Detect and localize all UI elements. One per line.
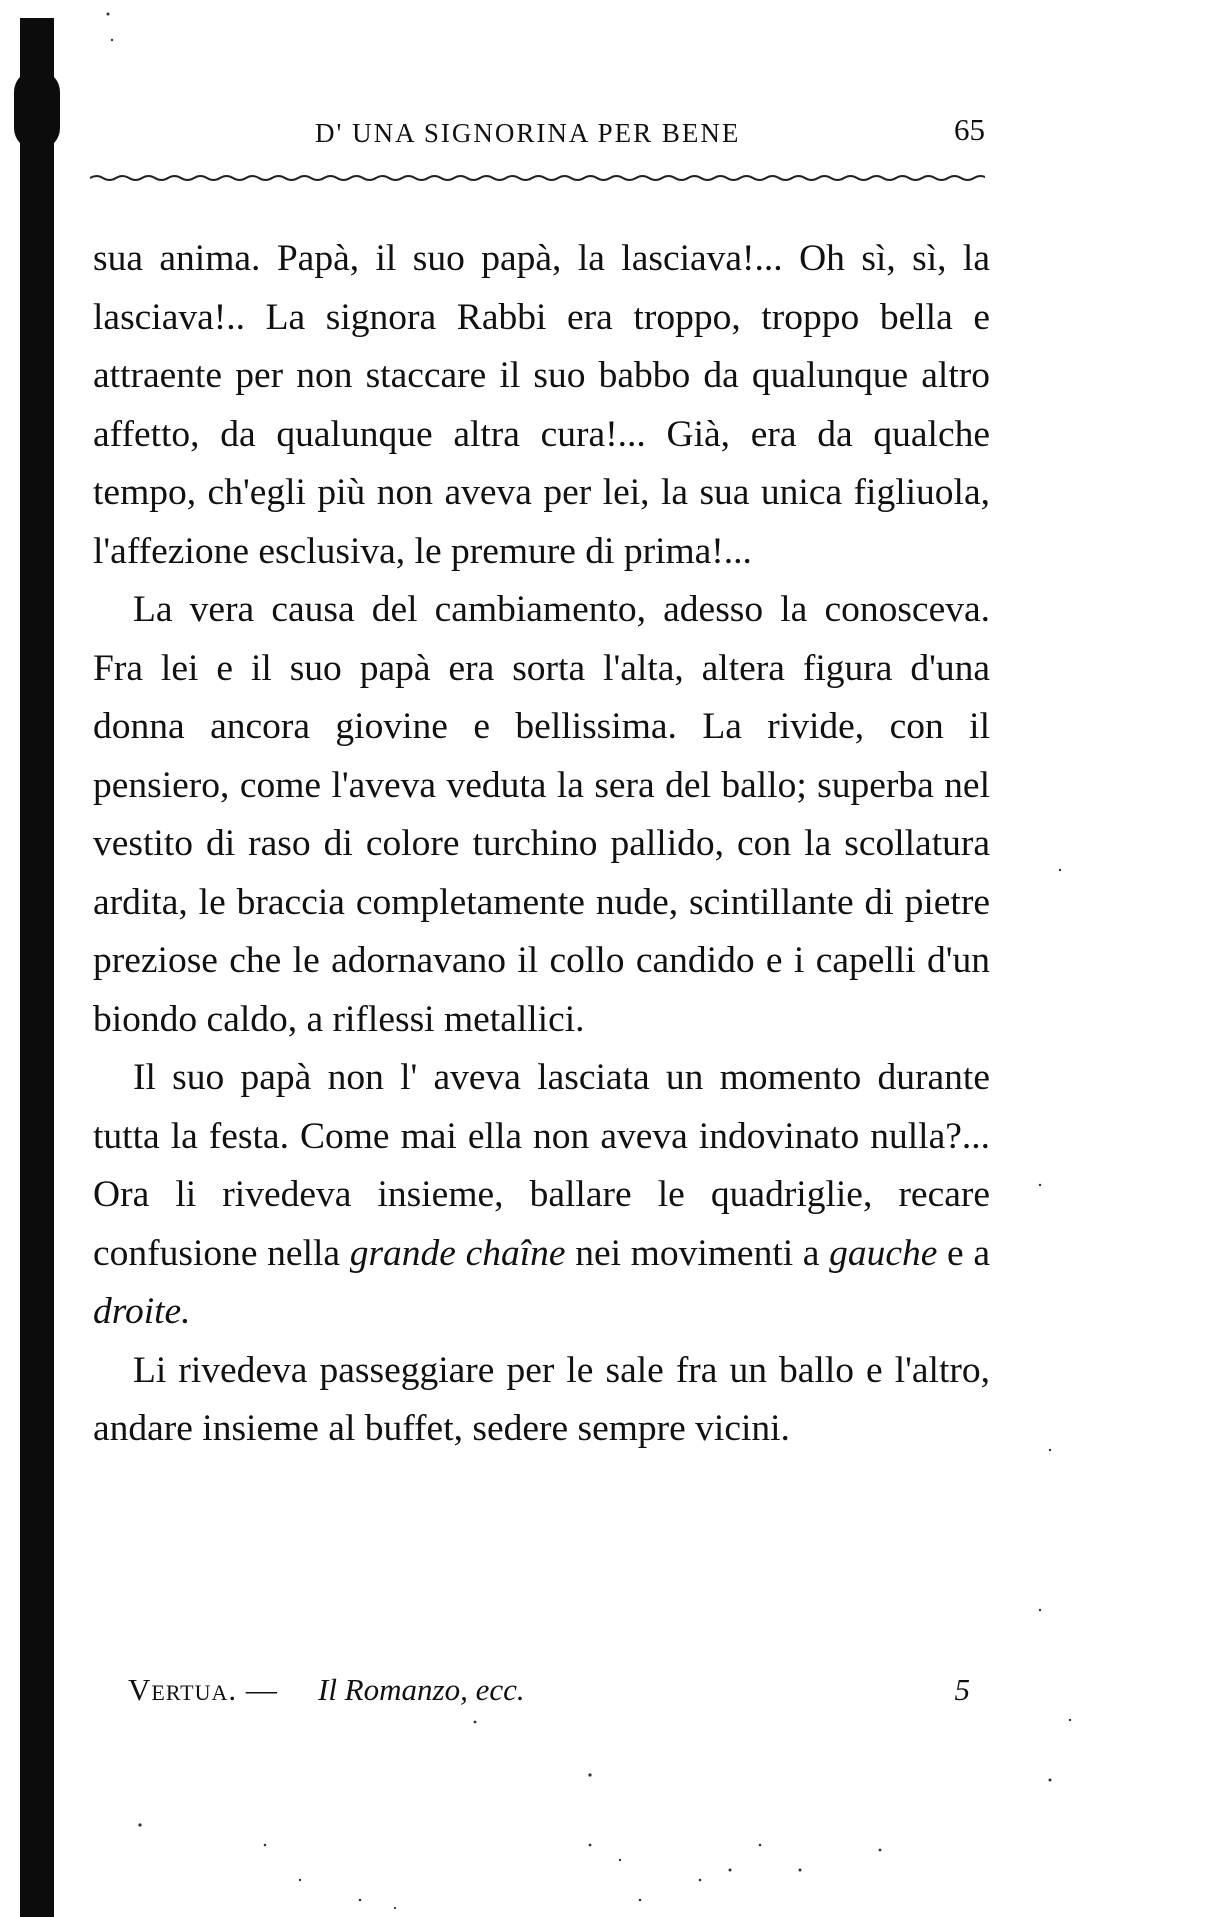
text-run: Li rivedeva passeggiare per le sale fra un ballo e l'altro, andare insieme al buffet, sedere sempre vicini. xyxy=(93,1349,990,1449)
wavy-rule-ornament xyxy=(90,168,985,188)
body-text xyxy=(93,230,990,1459)
running-title: D' UNA SIGNORINA PER BENE xyxy=(315,118,741,148)
text-run: La vera causa del cambiamento, adesso la conosceva. Fra lei e il suo papà era sorta l'alta, altera figura d'una donna ancora giovine e bellissima. La rivide, con il pensiero, come l'aveva veduta la sera del ballo; superba nel vestito di raso di colore turchino pallido, con la scollatura ardita, le braccia completamente nude, scintillante di pietre preziose che le adornavano il collo candido e i capelli d'un biondo caldo, a riflessi metallici. xyxy=(93,589,990,1040)
binding-clasp xyxy=(14,70,60,150)
page-header xyxy=(95,112,985,156)
signature-author: Vertua. — xyxy=(128,1672,278,1707)
italic-text: gauche xyxy=(829,1232,938,1274)
page-number: 65 xyxy=(954,112,985,147)
text-run: Il suo papà non l' aveva lasciata un momento durante tutta la festa. Come mai ella non aveva indovinato nulla?... Ora li rivedeva insieme, ballare le quadriglie, recare confusione nella xyxy=(93,1057,990,1274)
page-footer xyxy=(128,1672,970,1716)
italic-text: droite. xyxy=(93,1291,191,1332)
paragraph xyxy=(93,1342,990,1459)
signature-number: 5 xyxy=(954,1672,970,1707)
book-binding-edge xyxy=(20,18,54,1917)
text-run: e a xyxy=(937,1232,990,1274)
text-run: sua anima. Papà, il suo papà, la lasciava!... Oh sì, sì, la lasciava!.. La signora Rabbi era troppo, troppo bella e attraente per non staccare il suo babbo da qualunque altro affetto, da qualunque altra cura!... Già, era da qualche tempo, ch'egli più non aveva per lei, la sua unica figliuola, l'affezione esclusiva, le premure di prima!... xyxy=(93,238,990,572)
paragraph xyxy=(93,1049,990,1342)
paragraph xyxy=(93,581,990,1049)
paragraph xyxy=(93,230,990,581)
italic-text: grande chaîne xyxy=(349,1232,566,1274)
text-run: nei movimenti a xyxy=(565,1232,830,1274)
signature-title: Il Romanzo, ecc. xyxy=(318,1672,525,1707)
